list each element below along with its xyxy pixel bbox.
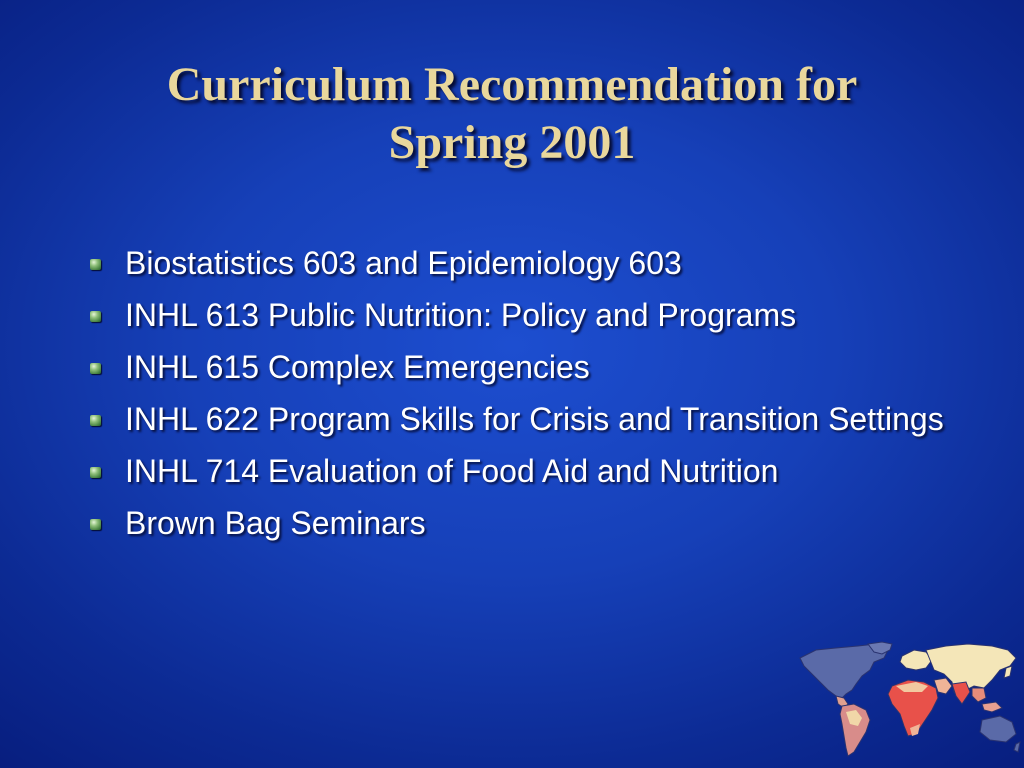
square-bullet-icon <box>90 415 101 426</box>
bullet-item <box>88 242 968 284</box>
title-line-1: Curriculum Recommendation for <box>166 58 858 111</box>
world-map-icon <box>796 640 1022 758</box>
square-bullet-icon <box>90 259 101 270</box>
bullet-text: Brown Bag Seminars <box>125 505 426 541</box>
bullet-item <box>88 294 968 336</box>
bullet-text: INHL 622 Program Skills for Crisis and Transition Settings <box>125 401 944 437</box>
bullet-list <box>88 242 968 554</box>
bullet-item <box>88 398 968 440</box>
square-bullet-icon <box>90 519 101 530</box>
bullet-text: Biostatistics 603 and Epidemiology 603 <box>125 245 682 281</box>
title-line-2: Spring 2001 <box>388 116 636 169</box>
bullet-text: INHL 714 Evaluation of Food Aid and Nutrition <box>125 453 779 489</box>
square-bullet-icon <box>90 363 101 374</box>
square-bullet-icon <box>90 311 101 322</box>
bullet-text: INHL 613 Public Nutrition: Policy and Programs <box>125 297 797 333</box>
square-bullet-icon <box>90 467 101 478</box>
slide-title <box>0 56 1024 172</box>
bullet-text: INHL 615 Complex Emergencies <box>125 349 590 385</box>
bullet-item <box>88 346 968 388</box>
bullet-item <box>88 502 968 544</box>
bullet-item <box>88 450 968 492</box>
